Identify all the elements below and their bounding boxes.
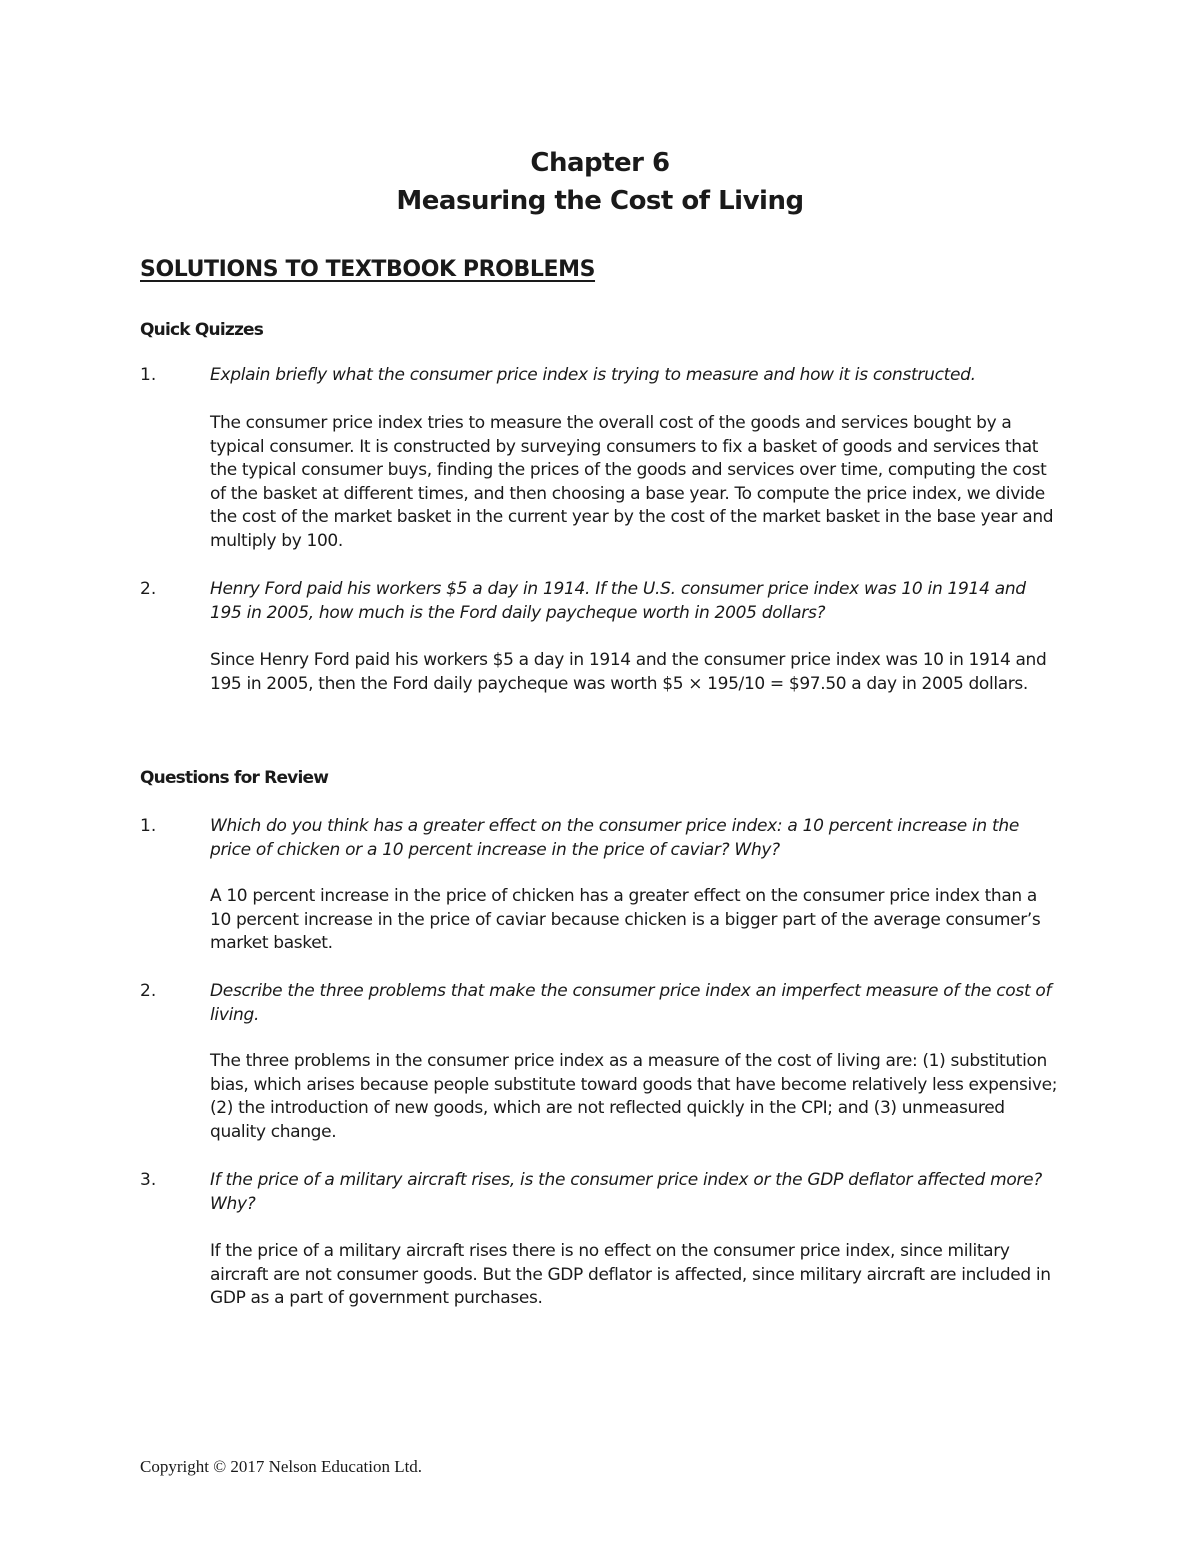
review-3-question: If the price of a military aircraft rises, is the consumer price index or the GDP deflator affected more? Why?	[210, 1170, 1042, 1214]
review-2-number: 2.	[140, 981, 157, 1001]
quiz-2-question: Henry Ford paid his workers $5 a day in 1914. If the U.S. consumer price index was 10 in 1914 and 195 in 2005, how much is the Ford daily paycheque worth in 2005 dollars?	[210, 579, 1026, 623]
review-1-question: Which do you think has a greater effect on the consumer price index: a 10 percent increase in the price of chicken or a 10 percent increase in the price of caviar? Why?	[210, 816, 1019, 860]
quiz-1-question: Explain briefly what the consumer price index is trying to measure and how it is constructed.	[210, 365, 976, 385]
quiz-2-answer: Since Henry Ford paid his workers $5 a day in 1914 and the consumer price index was 10 in 1914 and 195 in 2005, then the Ford daily paycheque was worth $5 × 195/10 = $97.50 a day in 2005 dollars.	[210, 650, 1047, 694]
review-3-answer: If the price of a military aircraft rises there is no effect on the consumer price index, since military aircraft are not consumer goods. But the GDP deflator is affected, since military aircraft are included in GDP as a part of government purchases.	[210, 1241, 1051, 1308]
chapter-number: Chapter 6	[530, 148, 670, 178]
quick-quizzes-heading: Quick Quizzes	[140, 320, 264, 340]
quiz-2-number: 2.	[140, 579, 157, 599]
review-3-number: 3.	[140, 1170, 157, 1190]
copyright-footer: Copyright © 2017 Nelson Education Ltd.	[140, 1457, 423, 1476]
questions-for-review-heading: Questions for Review	[140, 768, 329, 788]
review-1-number: 1.	[140, 816, 157, 836]
review-1-answer: A 10 percent increase in the price of chicken has a greater effect on the consumer price index than a 10 percent increase in the price of caviar because chicken is a bigger part of the average consumer’s market basket.	[210, 886, 1041, 953]
chapter-title: Measuring the Cost of Living	[396, 186, 804, 216]
review-2-question: Describe the three problems that make the consumer price index an imperfect measure of the cost of living.	[210, 981, 1052, 1025]
review-2-answer: The three problems in the consumer price index as a measure of the cost of living are: (1) substitution bias, which arises because people substitute toward goods that have become relatively less expensive; (2) the introduction of new goods, which are not reflected quickly in the CPI; and (3) unmeasured quality change.	[210, 1051, 1058, 1142]
section-heading: SOLUTIONS TO TEXTBOOK PROBLEMS	[140, 257, 596, 282]
quiz-1-number: 1.	[140, 365, 157, 385]
quiz-1-answer: The consumer price index tries to measure the overall cost of the goods and services bought by a typical consumer. It is constructed by surveying consumers to fix a basket of goods and services that the typical consumer buys, finding the prices of the goods and services over time, computing the cost of the basket at different times, and then choosing a base year. To compute the price index, we divide the cost of the market basket in the current year by the cost of the market basket in the base year and multiply by 100.	[210, 413, 1054, 551]
